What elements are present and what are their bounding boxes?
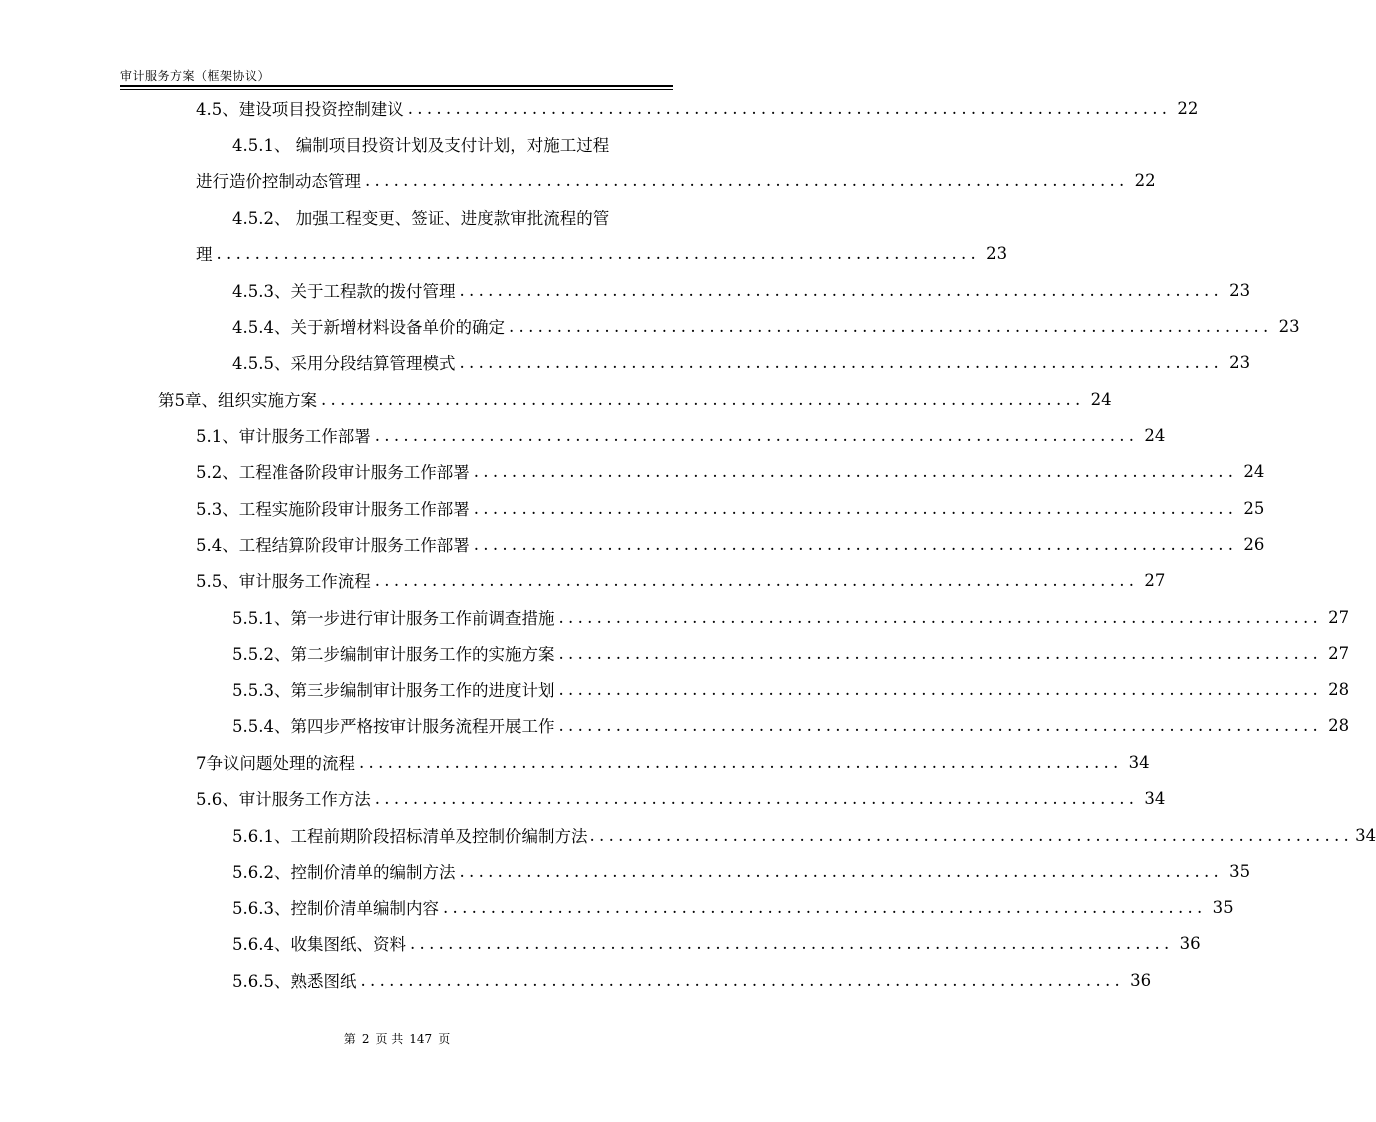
toc-page: 22: [1134, 170, 1156, 190]
toc-title: 第一步进行审计服务工作前调查措施: [290, 609, 555, 628]
toc-entry[interactable]: [232, 893, 1234, 921]
toc-leader: ................................................................................: [459, 280, 1224, 300]
toc-leader: ................................................................................: [374, 570, 1139, 590]
toc-leader: ................................................................................: [473, 461, 1238, 481]
toc-title: 组织实施方案: [218, 391, 317, 410]
toc-number: 5.3、: [196, 500, 239, 519]
toc-leader: ................................................................................: [589, 825, 1354, 845]
toc-entry[interactable]: [232, 857, 1251, 885]
toc-title: 审计服务工作方法: [238, 790, 371, 809]
toc-number: 5.6、: [196, 790, 239, 809]
toc-number: 5.5.2、: [232, 645, 291, 664]
toc-leader: ................................................................................: [374, 425, 1139, 445]
toc-entry[interactable]: [196, 784, 1166, 812]
toc-page: 24: [1090, 389, 1112, 409]
toc-entry[interactable]: [232, 966, 1152, 994]
toc-entry[interactable]: [196, 494, 1265, 522]
toc-title: 熟悉图纸: [290, 972, 357, 991]
toc-number: 5.5.3、: [232, 681, 291, 700]
toc-title: 采用分段结算管理模式: [290, 354, 456, 373]
toc-page: 36: [1179, 933, 1201, 953]
toc-entry[interactable]: [232, 675, 1350, 703]
toc-leader: ................................................................................: [473, 534, 1238, 554]
footer-prefix: 第: [343, 1032, 356, 1046]
toc-title: 关于工程款的拨付管理: [290, 282, 456, 301]
toc-entry-line1[interactable]: [232, 130, 673, 158]
toc-entry[interactable]: [196, 530, 1265, 558]
toc-title: 进行造价控制动态管理: [196, 172, 361, 191]
toc-number: 5.2、: [196, 463, 239, 482]
toc-title: 工程实施阶段审计服务工作部署: [238, 500, 470, 519]
toc-number: 4.5.3、: [232, 282, 291, 301]
toc-number: 第5章、: [158, 391, 218, 410]
toc-leader: ................................................................................: [216, 243, 981, 263]
toc-title: 收集图纸、资料: [290, 935, 406, 954]
toc-leader: ................................................................................: [558, 643, 1323, 663]
toc-entry[interactable]: [196, 239, 1008, 267]
toc-number: 5.6.1、: [232, 827, 291, 846]
toc-entry[interactable]: [196, 94, 1199, 122]
toc-entry[interactable]: [196, 421, 1166, 449]
toc-page: 27: [1328, 607, 1350, 627]
toc-title: 控制价清单编制内容: [290, 899, 439, 918]
toc-title: 4.5.2、 加强工程变更、签证、进度款审批流程的管: [232, 209, 610, 228]
toc-leader: ................................................................................: [442, 897, 1207, 917]
toc-title: 工程前期阶段招标清单及控制价编制方法: [290, 827, 588, 846]
toc-title: 工程结算阶段审计服务工作部署: [238, 536, 470, 555]
toc-number: 5.1、: [196, 427, 239, 446]
toc-title: 理: [196, 245, 213, 264]
toc-title: 第四步严格按审计服务流程开展工作: [290, 717, 555, 736]
toc-title: 控制价清单的编制方法: [290, 863, 456, 882]
toc-entry[interactable]: [232, 603, 1350, 631]
footer-suffix: 页: [438, 1032, 451, 1046]
toc-number: 5.5.1、: [232, 609, 291, 628]
toc-leader: ................................................................................: [365, 170, 1129, 190]
footer-current-page: 2: [361, 1032, 370, 1046]
toc-title: 建设项目投资控制建议: [238, 100, 404, 119]
toc-number: 5.6.4、: [232, 935, 291, 954]
toc-leader: ................................................................................: [459, 861, 1224, 881]
toc-entry[interactable]: [232, 711, 1350, 739]
toc-title: 工程准备阶段审计服务工作部署: [238, 463, 470, 482]
toc-leader: ................................................................................: [459, 352, 1224, 372]
toc-leader: ................................................................................: [407, 98, 1172, 118]
toc-page: 35: [1229, 861, 1251, 881]
toc-page: 34: [1144, 788, 1166, 808]
footer-total-pages: 147: [409, 1032, 433, 1046]
toc-entry[interactable]: [232, 929, 1201, 957]
toc-page: 24: [1144, 425, 1166, 445]
toc-leader: ................................................................................: [409, 933, 1174, 953]
toc-entry[interactable]: [232, 312, 1300, 340]
toc-page: 25: [1243, 498, 1265, 518]
toc-page: 23: [1229, 352, 1251, 372]
toc-entry[interactable]: [196, 457, 1265, 485]
toc-number: 5.6.2、: [232, 863, 291, 882]
toc-number: 5.5.4、: [232, 717, 291, 736]
toc-page: 23: [986, 243, 1008, 263]
toc-number: 5.4、: [196, 536, 239, 555]
toc-number: 5.6.3、: [232, 899, 291, 918]
toc-page: 28: [1328, 679, 1350, 699]
toc-leader: ................................................................................: [558, 715, 1323, 735]
toc-entry[interactable]: [232, 276, 1251, 304]
toc-page: 34: [1128, 752, 1150, 772]
toc-number: 5.6.5、: [232, 972, 291, 991]
toc-title: 4.5.1、 编制项目投资计划及支付计划，对施工过程: [232, 136, 610, 155]
toc-page: 27: [1144, 570, 1166, 590]
toc-entry[interactable]: [158, 385, 1112, 413]
toc-page: 36: [1130, 970, 1152, 990]
toc-page: 23: [1229, 280, 1251, 300]
toc-leader: ................................................................................: [558, 679, 1323, 699]
toc-title: 关于新增材料设备单价的确定: [290, 318, 505, 337]
toc-page: 24: [1243, 461, 1265, 481]
toc-entry[interactable]: [196, 748, 1150, 776]
toc-entry[interactable]: [232, 639, 1350, 667]
toc-number: 5.5、: [196, 572, 239, 591]
toc-title: 7争议问题处理的流程: [196, 754, 355, 773]
toc-leader: ................................................................................: [558, 607, 1323, 627]
page-footer: [0, 1030, 794, 1047]
toc-entry[interactable]: [196, 566, 1166, 594]
toc-leader: ................................................................................: [321, 389, 1085, 409]
toc-page: 26: [1243, 534, 1265, 554]
footer-mid: 页 共: [375, 1032, 404, 1046]
toc-leader: ................................................................................: [374, 788, 1139, 808]
toc-title: 第三步编制审计服务工作的进度计划: [290, 681, 555, 700]
toc-page: 22: [1177, 98, 1199, 118]
toc-title: 审计服务工作部署: [238, 427, 371, 446]
toc-title: 第二步编制审计服务工作的实施方案: [290, 645, 555, 664]
toc-title: 审计服务工作流程: [238, 572, 371, 591]
toc-page: 23: [1278, 316, 1300, 336]
toc-leader: ................................................................................: [508, 316, 1273, 336]
toc-page: 28: [1328, 715, 1350, 735]
toc-page: 27: [1328, 643, 1350, 663]
toc-entry[interactable]: [196, 166, 1156, 194]
toc-page: 35: [1212, 897, 1234, 917]
toc-entry[interactable]: [232, 348, 1251, 376]
toc-entry-line1[interactable]: [232, 203, 673, 231]
toc-number: 4.5.4、: [232, 318, 291, 337]
toc-leader: ................................................................................: [473, 498, 1238, 518]
toc-leader: ................................................................................: [360, 970, 1125, 990]
toc-number: 4.5、: [196, 100, 239, 119]
toc-entry[interactable]: [232, 821, 1376, 849]
toc-leader: ................................................................................: [359, 752, 1123, 772]
toc-page: 34: [1355, 825, 1376, 845]
toc-number: 4.5.5、: [232, 354, 291, 373]
running-header: 审计服务方案（框架协议）: [120, 69, 271, 83]
